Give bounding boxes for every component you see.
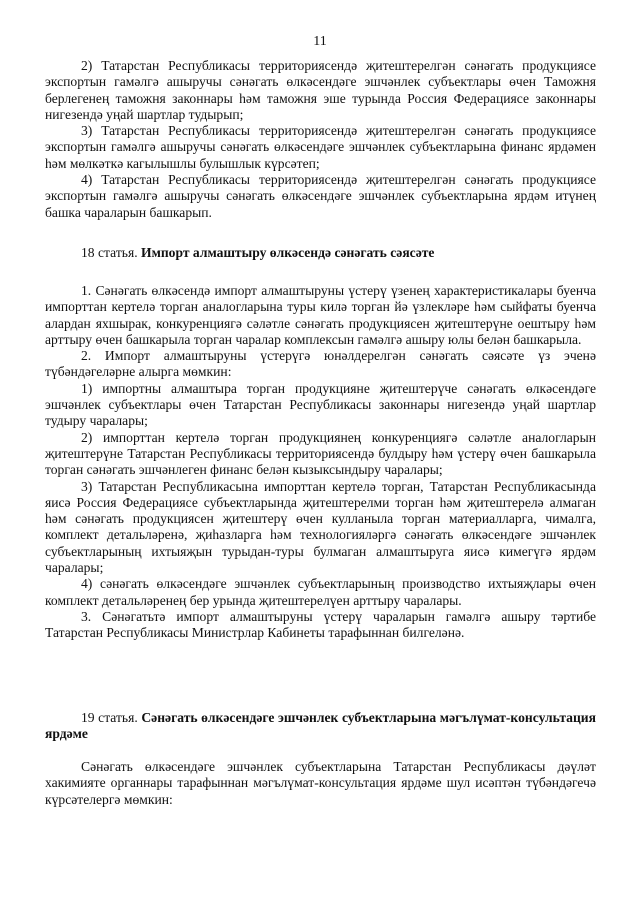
list-item: 4) Татарстан Республикасы территориясендә җитештерелгән сәнәгать продукциясе экспортын гамәлгә ашыручы сәнәгать өлкәсендәге эшчәнлек субъектларына ярдәм итүнең башка чараларын башкарып. <box>45 172 596 220</box>
paragraph: 2. Импорт алмаштыруны үстерүгә юнәлдерелгән сәнәгать сәясәте үз эченә түбәндәгеләрне алырга мөмкин: <box>45 348 596 380</box>
list-item: 2) Татарстан Республикасы территориясендә җитештерелгән сәнәгать продукциясе экспортын гамәлгә ашыручы сәнәгать өлкәсендәге эшчәнлек субъектлары өчен Таможня берлегенең таможня законнары һәм таможня эше турында Россия Федерациясе законнары нигезендә уңай шартлар тудырып; <box>45 58 596 122</box>
article-18-body <box>45 283 596 642</box>
article-19-body <box>45 759 596 808</box>
article-number: 19 статья. <box>81 710 138 725</box>
article-17-list-continuation <box>45 58 596 221</box>
page-number: 11 <box>313 34 327 49</box>
list-item: 2) импорттан кертелә торган продукциянең конкуренциягә сәләтле аналогларын җитештерүне Татарстан Республикасы территориясендә булдыру һәм үстерү өчен башкарыла торган сәнәгать эшчәнлеген финанс белән кызыксындыру чаралары; <box>45 429 596 478</box>
heading <box>45 245 596 261</box>
list-item: 1) импортны алмаштыра торган продукцияне җитештерүче сәнәгать өлкәсендәге эшчәнлек субъектлары өчен Татарстан Республикасы законнары нигезендә уңай шартлар тудыру чаралары; <box>45 380 596 429</box>
article-title: Импорт алмаштыру өлкәсендә сәнәгать сәясәте <box>141 245 435 260</box>
article-19-heading <box>45 710 596 743</box>
list-item: 3) Татарстан Республикасы территориясендә җитештерелгән сәнәгать продукциясе экспортын гамәлгә ашыручы сәнәгать өлкәсендәге эшчәнлек субъектларына финанс ярдәмен һәм мөлкәткә кагылышлы булышлык күрсәтеп; <box>45 123 596 171</box>
list-item: 3) Татарстан Республикасына импорттан кертелә торган, Татарстан Республикасында яисә Россия Федерациясе субъектларында җитештерелми торган һәм җитештерелә алмаган һәм сәнәгать продукциясен җитештерү өчен кулланыла торган материалларга, чималга, комплект детальләренә, җиһазларга һәм технологияләргә сәнәгать өлкәсендәге эшчәнлек субъектларының ихтыяҗын турыдан-туры булмаган алмаштыруга яисә кимегүгә ярдәм чаралары; <box>45 478 596 576</box>
paragraph: 1. Сәнәгать өлкәсендә импорт алмаштыруны үстерү үзенең характеристикалары буенча импорттан кертелә торган аналогларына туры килә торган йә үзлекләре һәм сыйфаты буенча алардан яхшырак, конкуренциягә сәләтле сәнәгать продукциясен җитештерүне оештыру һәм арттыру өчен башкарыла торган чаралар комплексын гамәлгә ашыру юлы белән башкарыла. <box>45 283 596 347</box>
heading <box>45 710 596 743</box>
article-18-heading <box>45 245 596 261</box>
article-number: 18 статья. <box>81 245 138 260</box>
paragraph: Сәнәгать өлкәсендәге эшчәнлек субъектларына Татарстан Республикасы дәүләт хакимияте органнары тарафыннан мәгълүмат-консультация ярдәме шул исәптән түбәндәгечә күрсәтелергә мөмкин: <box>45 759 596 807</box>
list-item: 4) сәнәгать өлкәсендәге эшчәнлек субъектларының производство ихтыяҗлары өчен комплект детальләренең бер урында җитештерелүен арттыру чаралары. <box>45 576 596 608</box>
paragraph: 3. Сәнәгатьтә импорт алмаштыруны үстерү чараларын гамәлгә ашыру тәртибе Татарстан Республикасы Министрлар Кабинеты тарафыннан билгеләнә. <box>45 608 596 641</box>
article-title: Сәнәгать өлкәсендәге эшчәнлек субъектларына мәгълүмат-консультация ярдәме <box>45 710 596 742</box>
